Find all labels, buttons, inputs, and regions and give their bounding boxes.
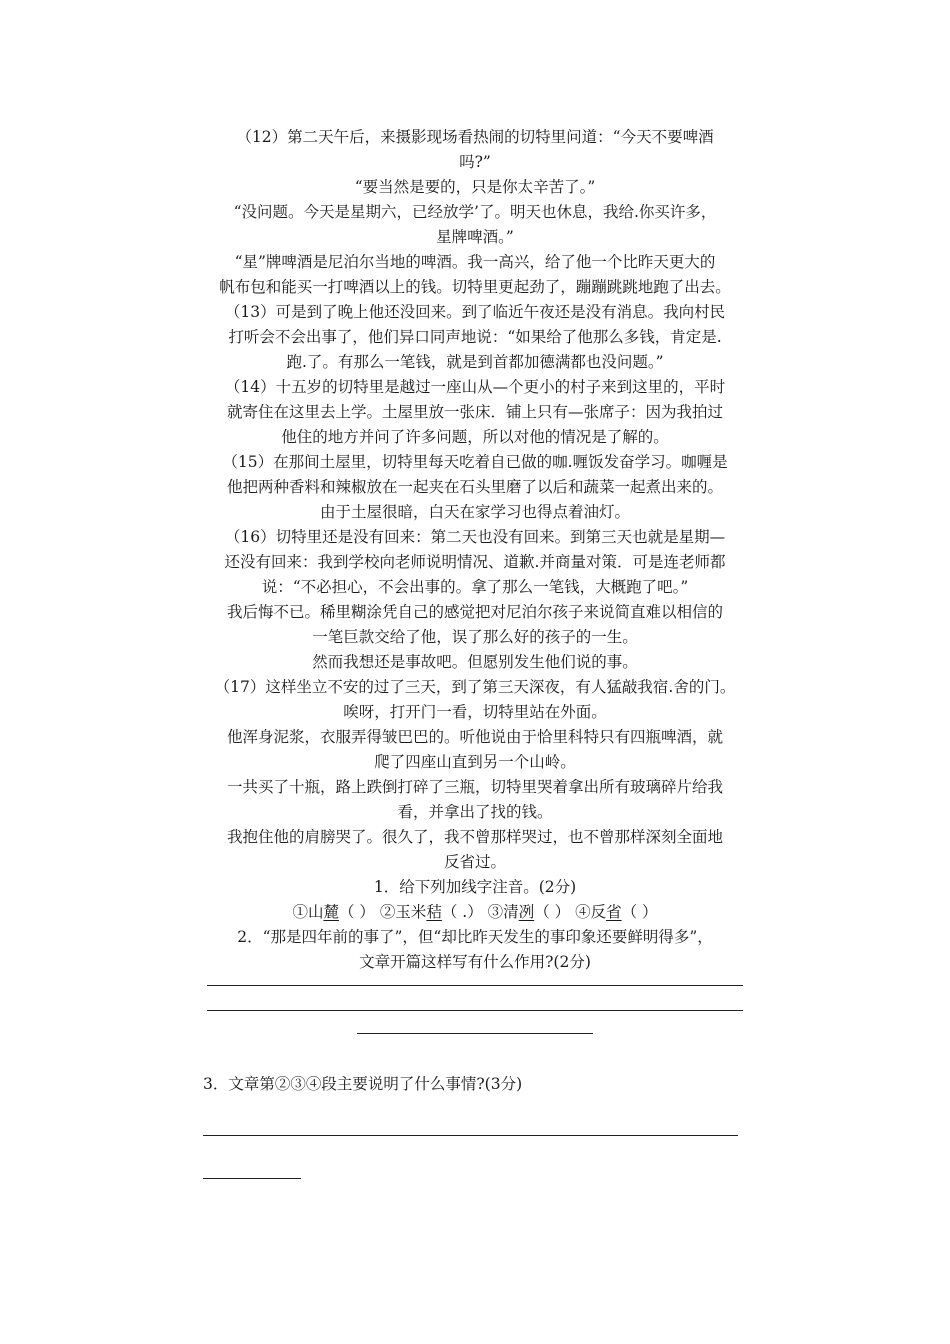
- answer-line[interactable]: [203, 1135, 738, 1136]
- text-line: 吗?”: [459, 153, 491, 171]
- answer-line[interactable]: [207, 985, 743, 986]
- question-1-title: 1．给下列加线字注音。(2分): [373, 878, 577, 896]
- text-line: 由于土屋很暗，白天在家学习也得点着油灯。: [319, 503, 630, 521]
- text-line: 他浑身泥浆，衣服弄得皱巴巴的。听他说由于恰里科特只有四瓶啤酒，就: [226, 728, 723, 746]
- text-line: 说：“不必担心，不会出事的。拿了那么一笔钱，大概跑了吧。”: [261, 578, 689, 596]
- text-line: “星”牌啤酒是尼泊尔当地的啤酒。我一高兴，给了他一个比昨天更大的: [234, 253, 716, 271]
- text-line: （15）在那间土屋里，切特里每天吃着自已做的咖.喱饭发奋学习。咖喱是: [222, 453, 728, 471]
- text-line: （16）切特里还是没有回来：第二天也没有回来。到第三天也就是星期—: [224, 528, 726, 546]
- q1-item-prefix: ④反: [575, 903, 607, 921]
- q1-item-prefix: ③清: [487, 903, 519, 921]
- q1-underlined-char: 秸: [426, 903, 442, 921]
- q1-underlined-char: 冽: [518, 903, 535, 921]
- text-line: 他把两种香料和辣椒放在一起夹在石头里磨了以后和蔬菜一起煮出来的。: [226, 478, 723, 496]
- q1-answer-blank[interactable]: （ ）: [338, 903, 375, 921]
- question-3-line-1: 3．文章第②③④段主要说明了什么事情?(3分): [203, 1075, 523, 1093]
- text-line: 我抱住他的肩膀哭了。很久了，我不曾那样哭过，也不曾那样深刻全面地: [226, 828, 723, 846]
- text-line: 就寄住在这里去上学。土屋里放一张床．铺上只有—张席子：因为我拍过: [226, 403, 723, 421]
- text-line: 跑.了。有那么一笔钱，就是到首都加德满都也没问题。”: [286, 353, 664, 371]
- text-line: （17）这样坐立不安的过了三天，到了第三天深夜，有人猛敲我宿.舍的门。: [214, 678, 736, 696]
- text-line: 星牌啤酒。”: [436, 228, 514, 246]
- text-line: 一笔巨款交给了他，误了那么好的孩子的一生。: [312, 628, 638, 646]
- q1-item-prefix: ②玉米: [379, 903, 427, 921]
- question-2-line-1: 2．“那是四年前的事了”，但“却比昨天发生的事印象还要鲜明得多”，: [237, 928, 713, 946]
- q1-answer-blank[interactable]: （ ）: [534, 903, 571, 921]
- q1-underlined-char: 麓: [323, 903, 339, 921]
- text-line: （12）第二天午后，来摄影现场看热闹的切特里问道：“今天不要啤酒: [236, 128, 714, 146]
- answer-line[interactable]: [203, 1178, 301, 1179]
- answer-line[interactable]: [207, 1010, 743, 1011]
- text-line: 唉呀，打开门一看，切特里站在外面。: [343, 703, 607, 721]
- text-line: 他住的地方并问了许多问题，所以对他的情况是了解的。: [281, 428, 669, 446]
- q1-item-prefix: ①山: [292, 903, 324, 921]
- q1-underlined-char: 省: [606, 903, 622, 921]
- text-line: 看，并拿出了找的钱。: [397, 803, 553, 821]
- question-2-line-2: 文章开篇这样写有什么作用?(2分): [359, 953, 591, 971]
- text-line: 爬了四座山直到另一个山岭。: [374, 753, 576, 771]
- text-line: “没问题。今天是星期六，已经放学’了。明天也休息，我给.你买许多，: [233, 203, 717, 221]
- text-line: 然而我想还是事故吧。但愿别发生他们说的事。: [312, 653, 638, 671]
- text-line: （14）十五岁的切特里是越过一座山从—个更小的村子来到这里的，平时: [224, 378, 726, 396]
- text-line: 反省过。: [443, 853, 506, 871]
- q1-answer-blank[interactable]: （ ）: [621, 903, 658, 921]
- answer-line[interactable]: [357, 1033, 593, 1034]
- text-line: 我后悔不已。稀里糊涂凭自己的感觉把对尼泊尔孩子来说简直难以相信的: [226, 603, 723, 621]
- text-line: （13）可是到了晚上他还没回来。到了临近午夜还是没有消息。我向村民: [224, 303, 726, 321]
- text-line: 还没有回来：我到学校向老师说明情况、道歉.并商量对策．可是连老师都: [224, 553, 726, 571]
- text-line: 帆布包和能买一打啤酒以上的钱。切特里更起劲了，蹦蹦跳跳地跑了出去。: [219, 278, 731, 296]
- text-line: “要当然是要的，只是你太辛苦了。”: [354, 178, 596, 196]
- text-line: 一共买了十瓶，路上跌倒打碎了三瓶，切特里哭着拿出所有玻璃碎片给我: [226, 778, 723, 796]
- text-line: 打听会不会出事了，他们异口同声地说：“如果给了他那么多钱，肯定是.: [228, 328, 722, 346]
- question-1-items: [200, 900, 750, 924]
- q1-answer-blank[interactable]: （ .）: [441, 903, 483, 921]
